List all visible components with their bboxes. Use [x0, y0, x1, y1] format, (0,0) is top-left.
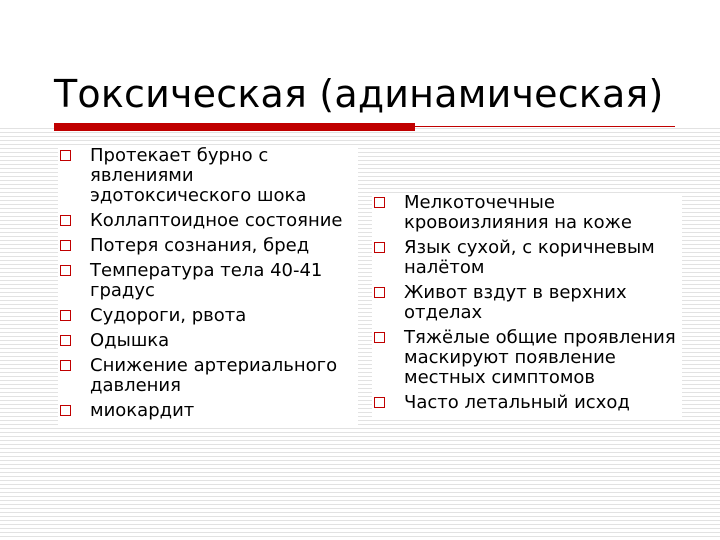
list-item: [372, 393, 682, 413]
square-bullet-icon: [60, 310, 71, 321]
list-item-text: Часто летальный исход: [404, 392, 630, 413]
right-bullet-list: [372, 193, 682, 418]
square-bullet-icon: [374, 397, 385, 408]
list-item: [58, 261, 358, 301]
list-item: [58, 306, 358, 326]
list-item-text: Температура тела 40-41 градус: [90, 260, 323, 301]
list-item: [372, 283, 682, 323]
list-item: [372, 238, 682, 278]
square-bullet-icon: [60, 335, 71, 346]
list-item: [58, 331, 358, 351]
list-item: [58, 356, 358, 396]
list-item-text: миокардит: [90, 400, 195, 421]
list-item: [372, 328, 682, 388]
list-item-text: Коллаптоидное состояние: [90, 210, 343, 231]
title-underline-accent: [54, 123, 415, 131]
list-item-text: Тяжёлые общие проявления маскируют появление местных симптомов: [404, 327, 676, 388]
square-bullet-icon: [374, 197, 385, 208]
list-item-text: Протекает бурно с явлениями эдотоксического шока: [90, 145, 307, 206]
square-bullet-icon: [374, 332, 385, 343]
left-bullet-list: [58, 146, 358, 426]
title-underline-thin: [415, 126, 675, 127]
list-item-text: Живот вздут в верхних отделах: [404, 282, 627, 323]
list-item-text: Одышка: [90, 330, 170, 351]
square-bullet-icon: [60, 215, 71, 226]
square-bullet-icon: [374, 242, 385, 253]
square-bullet-icon: [60, 240, 71, 251]
list-item-text: Снижение артериального давления: [90, 355, 338, 396]
square-bullet-icon: [60, 405, 71, 416]
list-item-text: Мелкоточечные кровоизлияния на коже: [404, 192, 632, 233]
list-item-text: Язык сухой, с коричневым налётом: [404, 237, 655, 278]
list-item-text: Потеря сознания, бред: [90, 235, 310, 256]
list-item: [58, 146, 358, 206]
list-item: [372, 193, 682, 233]
square-bullet-icon: [60, 265, 71, 276]
slide-title: Токсическая (адинамическая): [54, 72, 664, 116]
square-bullet-icon: [374, 287, 385, 298]
square-bullet-icon: [60, 360, 71, 371]
square-bullet-icon: [60, 150, 71, 161]
list-item-text: Судороги, рвота: [90, 305, 247, 326]
list-item: [58, 236, 358, 256]
list-item: [58, 401, 358, 421]
list-item: [58, 211, 358, 231]
